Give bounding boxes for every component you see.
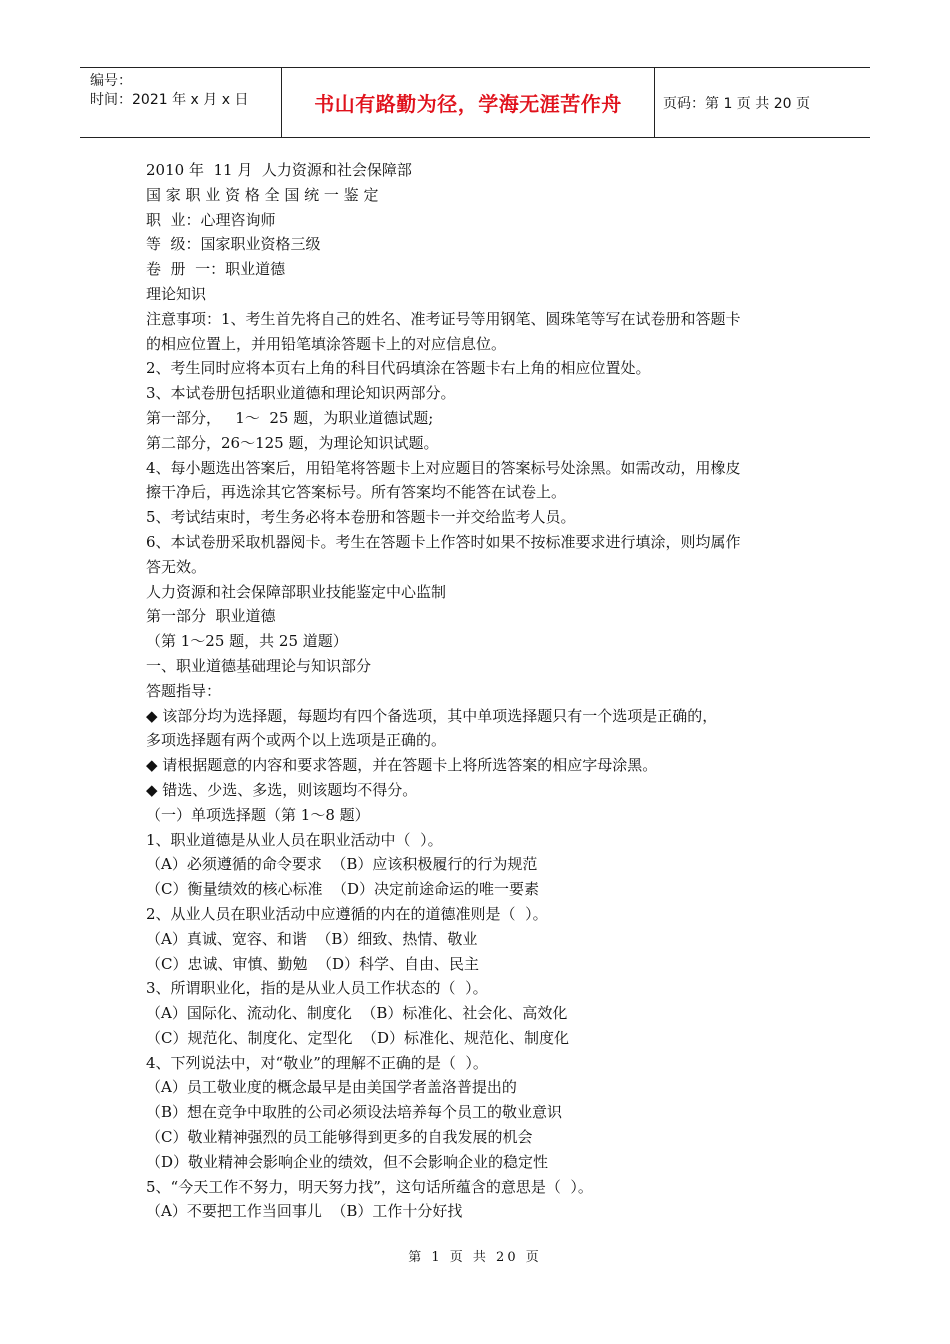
text-line: （一）单项选择题（第 1～8 题） <box>146 805 370 824</box>
text-line: 5、考试结束时，考生务必将本卷册和答题卡一并交给监考人员。 <box>146 508 576 527</box>
text-line: 一、职业道德基础理论与知识部分 <box>146 656 372 675</box>
text-line: 4、每小题选出答案后，用铅笔将答题卡上对应题目的答案标号处涂黑。如需改动，用橡皮 <box>146 458 741 477</box>
text-line: （C）衡量绩效的核心标准 （D）决定前途命运的唯一要素 <box>146 880 540 899</box>
text-line: 职 业：心理咨询师 <box>146 210 276 229</box>
text-line: （B）想在竞争中取胜的公司必须设法培养每个员工的敬业意识 <box>146 1103 563 1122</box>
text-line: 等 级：国家职业资格三级 <box>146 235 321 254</box>
text-line: 3、所谓职业化，指的是从业人员工作状态的（ ）。 <box>146 979 488 998</box>
text-line: （A）国际化、流动化、制度化 （B）标准化、社会化、高效化 <box>146 1004 568 1023</box>
text-line: （C）敬业精神强烈的员工能够得到更多的自我发展的机会 <box>146 1128 533 1147</box>
text-line: 3、本试卷册包括职业道德和理论知识两部分。 <box>146 384 456 403</box>
text-line: （C）规范化、制度化、定型化 （D）标准化、规范化、制度化 <box>146 1028 570 1047</box>
text-line: 2、考生同时应将本页右上角的科目代码填涂在答题卡右上角的相应位置处。 <box>146 359 651 378</box>
text-line: ◆ 请根据题意的内容和要求答题，并在答题卡上将所选答案的相应字母涂黑。 <box>146 756 658 775</box>
text-line: （D）敬业精神会影响企业的绩效，但不会影响企业的稳定性 <box>146 1152 549 1171</box>
text-line: 擦干净后，再选涂其它答案标号。所有答案均不能答在试卷上。 <box>146 483 567 502</box>
text-line: 2、从业人员在职业活动中应遵循的内在的道德准则是（ ）。 <box>146 904 548 923</box>
text-line: 第一部分， 1～ 25 题，为职业道德试题; <box>146 408 434 427</box>
text-line: 第一部分 职业道德 <box>146 607 276 626</box>
text-line: （A）真诚、宽容、和谐 （B）细致、热情、敬业 <box>146 929 478 948</box>
document-body <box>146 158 814 1224</box>
date-label: 时间：2021 年 x 月 x 日 <box>90 92 249 108</box>
text-line: ◆ 错选、少选、多选，则该题均不得分。 <box>146 780 418 799</box>
text-line: 6、本试卷册采取机器阅卡。考生在答题卡上作答时如果不按标准要求进行填涂，则均属作 <box>146 532 741 551</box>
text-line: （C）忠诚、审慎、勤勉 （D）科学、自由、民主 <box>146 954 480 973</box>
text-line: 答题指导： <box>146 681 222 700</box>
header-motto: 书山有路勤为径，学海无涯苦作舟 <box>282 68 655 137</box>
text-line: （A）必须遵循的命令要求 （B）应该积极履行的行为规范 <box>146 855 538 874</box>
text-line: 第二部分，26～125 题，为理论知识试题。 <box>146 433 439 452</box>
header-page-info: 页码：第 1 页 共 20 页 <box>663 95 810 112</box>
text-line: 卷 册 一：职业道德 <box>146 260 286 279</box>
text-line: 国 家 职 业 资 格 全 国 统 一 鉴 定 <box>146 185 379 204</box>
text-line: 人力资源和社会保障部职业技能鉴定中心监制 <box>146 582 447 601</box>
text-line: 5、“今天工作不努力，明天努力找”，这句话所蕴含的意思是（ ）。 <box>146 1177 593 1196</box>
text-line: ◆ 该部分均为选择题，每题均有四个备选项，其中单项选择题只有一个选项是正确的， <box>146 706 718 725</box>
page-header <box>80 67 870 138</box>
text-line: 2010 年 11 月 人力资源和社会保障部 <box>146 161 412 179</box>
page-footer: 第 1 页 共 20 页 <box>408 1250 542 1265</box>
text-line: 的相应位置上，并用铅笔填涂答题卡上的对应信息位。 <box>146 334 507 353</box>
number-label: 编号： <box>90 73 132 89</box>
text-line: （A）不要把工作当回事儿 （B）工作十分好找 <box>146 1202 463 1221</box>
text-line: 答无效。 <box>146 557 207 576</box>
text-line: 注意事项：1、考生首先将自己的姓名、准考证号等用钢笔、圆珠笔等写在试卷册和答题卡 <box>146 309 741 328</box>
text-line: 1、职业道德是从业人员在职业活动中（ ）。 <box>146 830 443 849</box>
text-line: （第 1～25 题，共 25 道题） <box>146 632 348 651</box>
header-meta <box>80 68 282 137</box>
text-line: （A）员工敬业度的概念最早是由美国学者盖洛普提出的 <box>146 1078 517 1097</box>
text-line: 4、下列说法中，对“敬业”的理解不正确的是（ ）。 <box>146 1053 488 1072</box>
text-line: 多项选择题有两个或两个以上选项是正确的。 <box>146 731 447 750</box>
text-line: 理论知识 <box>146 284 207 303</box>
